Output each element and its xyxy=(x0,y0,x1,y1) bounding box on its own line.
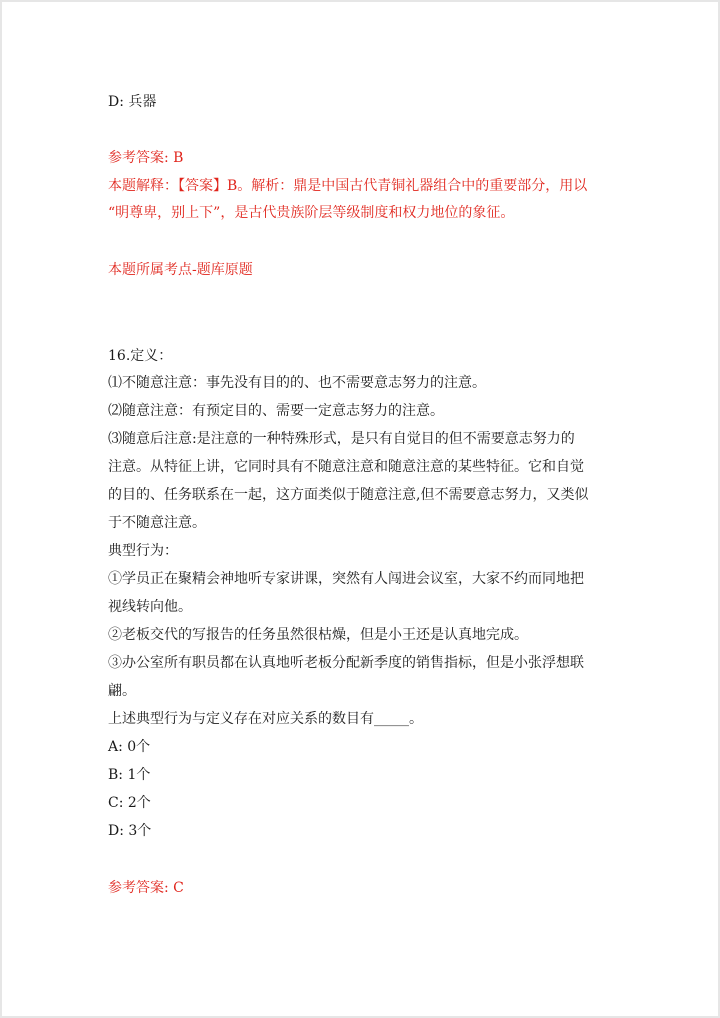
behavior-3-line-1: ③办公室所有职员都在认真地听老板分配新季度的销售指标，但是小张浮想联 xyxy=(108,655,584,671)
definition-1: ⑴不随意注意：事先没有目的的、也不需要意志努力的注意。 xyxy=(108,375,486,391)
prev-answer: 参考答案: B xyxy=(108,150,184,166)
behavior-3-line-2: 翩。 xyxy=(108,683,136,699)
definition-3-line-3: 的目的、任务联系在一起，这方面类似于随意注意,但不需要意志努力，又类似 xyxy=(108,487,589,503)
answer: 参考答案: C xyxy=(108,880,184,896)
prev-explanation-line-1: 本题解释：【答案】B。解析：鼎是中国古代青铜礼器组合中的重要部分，用以 xyxy=(108,178,588,194)
typical-behaviors-title: 典型行为： xyxy=(108,543,178,559)
behavior-1-line-2: 视线转向他。 xyxy=(108,599,192,615)
option-d: D: 3个 xyxy=(108,823,152,839)
prev-source-note: 本题所属考点-题库原题 xyxy=(108,262,253,278)
option-a: A: 0个 xyxy=(108,739,151,755)
behavior-2: ②老板交代的写报告的任务虽然很枯燥，但是小王还是认真地完成。 xyxy=(108,627,528,643)
behavior-1-line-1: ①学员正在聚精会神地听专家讲课，突然有人闯进会议室，大家不约而同地把 xyxy=(108,571,584,587)
question-title: 16.定义： xyxy=(108,348,173,364)
option-c: C: 2个 xyxy=(108,795,151,811)
option-b: B: 1个 xyxy=(108,767,151,783)
prev-option-d: D: 兵器 xyxy=(108,94,157,110)
definition-2: ⑵随意注意：有预定目的、需要一定意志努力的注意。 xyxy=(108,403,444,419)
definition-3-line-4: 于不随意注意。 xyxy=(108,515,206,531)
definition-3-line-2: 注意。从特征上讲，它同时具有不随意注意和随意注意的某些特征。它和自觉 xyxy=(108,459,584,475)
question-stem: 上述典型行为与定义存在对应关系的数目有_____。 xyxy=(108,711,423,727)
definition-3-line-1: ⑶随意后注意:是注意的一种特殊形式，是只有自觉目的但不需要意志努力的 xyxy=(108,431,575,447)
prev-explanation-line-2: “明尊卑，别上下”，是古代贵族阶层等级制度和权力地位的象征。 xyxy=(108,205,515,221)
